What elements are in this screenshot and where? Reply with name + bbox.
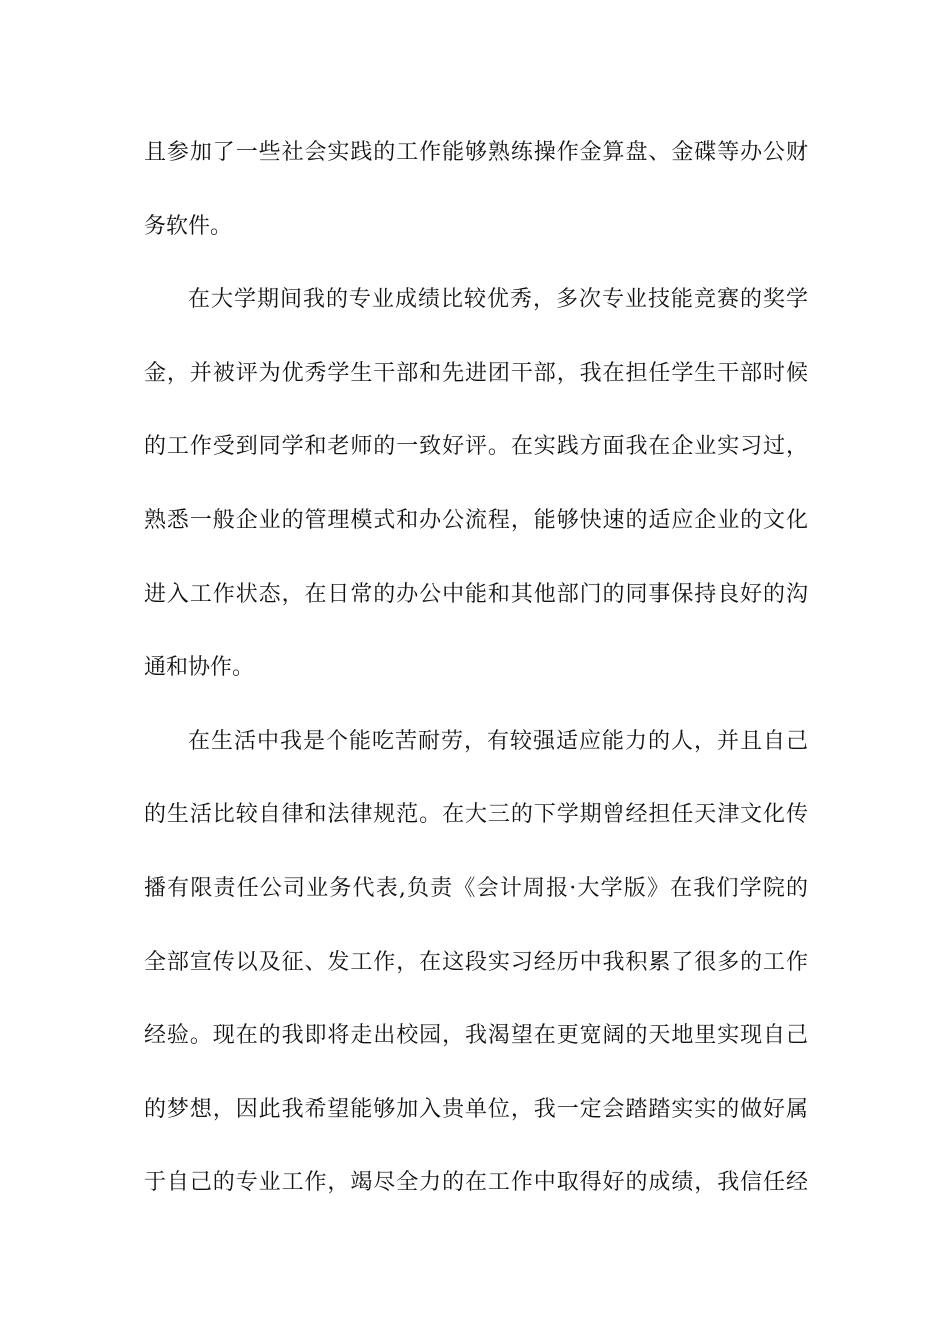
text-line: 进入工作状态，在日常的办公中能和其他部门的同事保持良好的沟 bbox=[144, 581, 808, 607]
text-line: 在生活中我是个能吃苦耐劳，有较强适应能力的人，并且自己 bbox=[188, 728, 808, 754]
text-line: 的生活比较自律和法律规范。在大三的下学期曾经担任天津文化传 bbox=[144, 802, 808, 828]
text-line: 经验。现在的我即将走出校园，我渴望在更宽阔的天地里实现自己 bbox=[144, 1023, 808, 1049]
text-line: 金，并被评为优秀学生干部和先进团干部，我在担任学生干部时候 bbox=[144, 360, 808, 386]
body-text bbox=[144, 128, 808, 1232]
text-line: 的梦想，因此我希望能够加入贵单位，我一定会踏踏实实的做好属 bbox=[144, 1096, 808, 1122]
text-line: 的工作受到同学和老师的一致好评。在实践方面我在企业实习过， bbox=[144, 434, 808, 460]
text-line: 播有限责任公司业务代表,负责《会计周报·大学版》在我们学院的 bbox=[144, 875, 808, 901]
text-line: 全部宣传以及征、发工作，在这段实习经历中我积累了很多的工作 bbox=[144, 949, 808, 975]
text-line: 熟悉一般企业的管理模式和办公流程，能够快速的适应企业的文化 bbox=[144, 507, 808, 533]
text-line: 务软件。 bbox=[144, 213, 233, 239]
text-line: 于自己的专业工作，竭尽全力的在工作中取得好的成绩，我信任经 bbox=[144, 1170, 808, 1196]
text-line: 通和协作。 bbox=[144, 655, 255, 681]
text-line: 在大学期间我的专业成绩比较优秀，多次专业技能竞赛的奖学 bbox=[188, 287, 808, 313]
text-line: 且参加了一些社会实践的工作能够熟练操作金算盘、金碟等办公财 bbox=[144, 140, 808, 165]
